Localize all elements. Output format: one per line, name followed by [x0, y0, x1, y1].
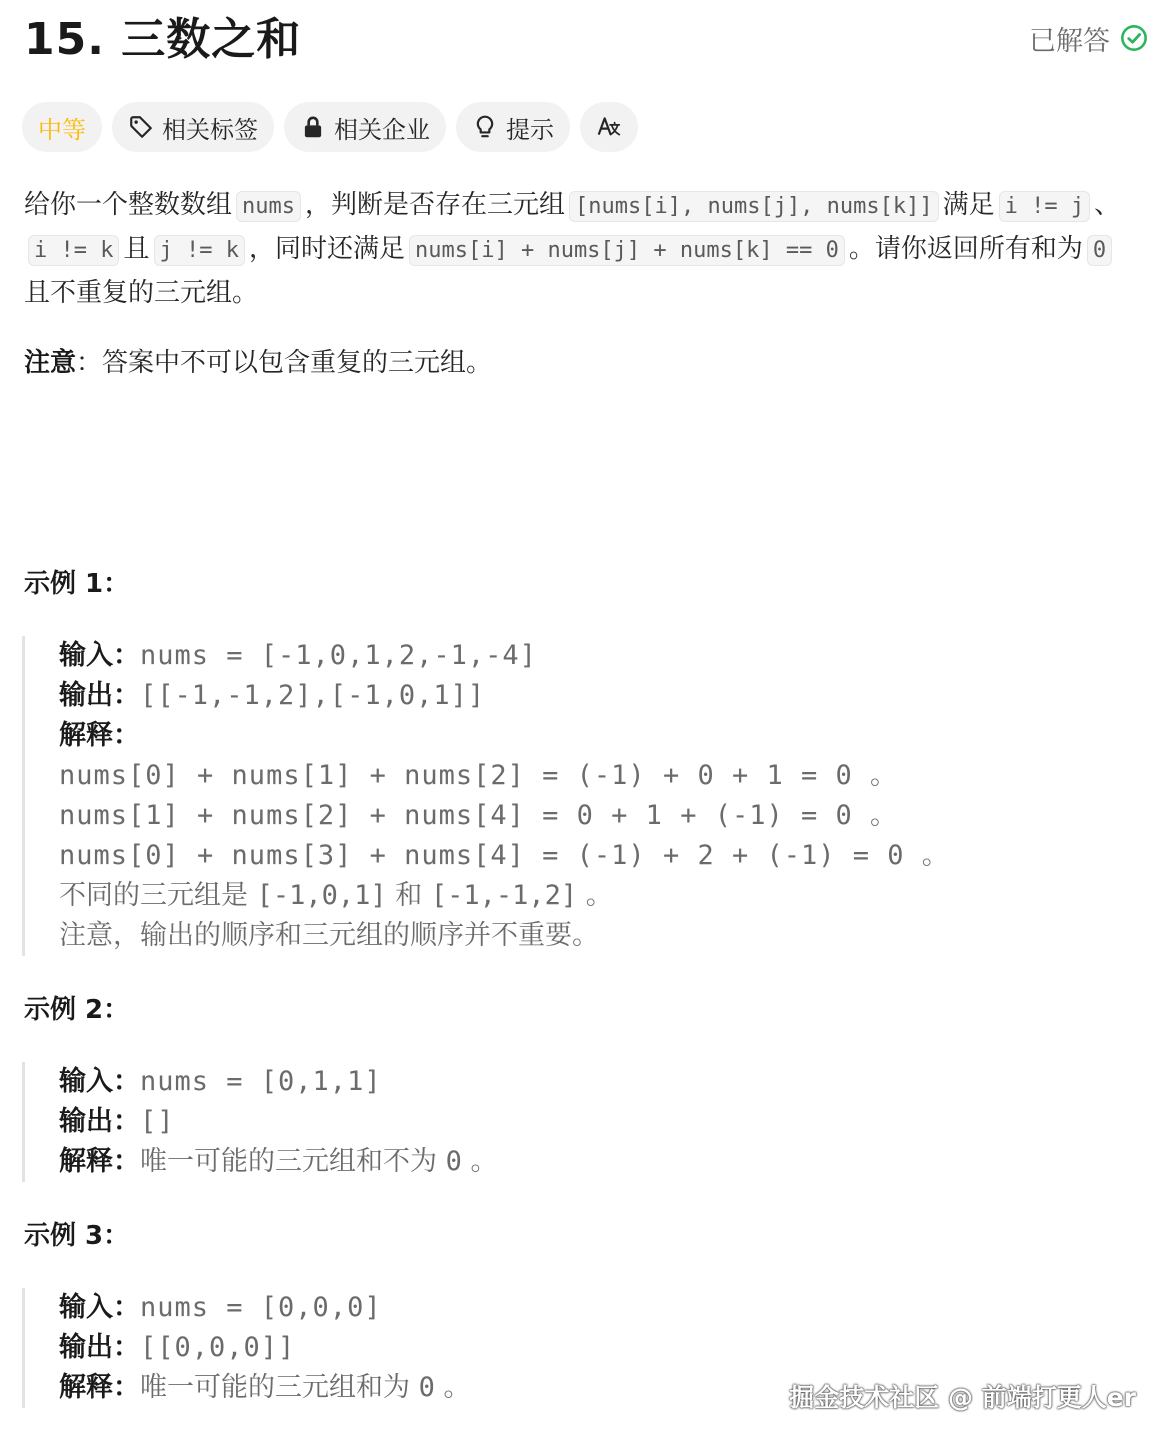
explain-text: 。	[434, 1372, 471, 1403]
explain-text: 唯一可能的三元组和不为	[140, 1146, 446, 1177]
solved-status	[1029, 20, 1148, 56]
example-1-title: 示例 1：	[24, 569, 130, 599]
lightbulb-icon	[472, 114, 498, 140]
difficulty-badge[interactable]	[22, 102, 102, 152]
solved-label: 已解答	[1029, 25, 1110, 57]
explain-code: 0	[445, 1146, 462, 1177]
related-tags-button[interactable]	[112, 102, 274, 152]
example-2-title: 示例 2：	[24, 995, 130, 1025]
input-label: 输入：	[59, 1066, 140, 1097]
distinct-text: 不同的三元组是	[59, 880, 257, 911]
distinct-code: [-1,-1,2]	[430, 880, 578, 911]
desc-text: 满足	[942, 190, 995, 220]
example-3-title: 示例 3：	[24, 1221, 130, 1251]
explain-code: 0	[418, 1372, 435, 1403]
input-value: nums = [-1,0,1,2,-1,-4]	[140, 640, 537, 671]
problem-description	[24, 184, 1134, 314]
output-label: 输出：	[59, 680, 140, 711]
inline-code: j != k	[154, 235, 245, 266]
order-note: 注意，输出的顺序和三元组的顺序并不重要。	[59, 920, 599, 951]
related-companies-button[interactable]	[284, 102, 446, 152]
desc-text: 给你一个整数数组	[24, 190, 233, 220]
inline-code: 0	[1087, 235, 1112, 266]
check-circle-icon	[1120, 24, 1148, 52]
note-text: ：答案中不可以包含重复的三元组。	[76, 348, 493, 378]
desc-text: 且不重复的三元组。	[24, 278, 259, 308]
desc-text: 、	[1094, 190, 1121, 220]
desc-text: ，同时还满足	[248, 234, 405, 264]
problem-tags-bar	[22, 102, 638, 152]
desc-text: 且	[123, 234, 150, 264]
difficulty-label: 中等	[38, 115, 86, 144]
inline-code: nums	[236, 191, 301, 222]
watermark: 掘金技术社区 @ 前端打更人er	[789, 1383, 1136, 1412]
hint-label: 提示	[506, 115, 554, 144]
distinct-code: [-1,0,1]	[256, 880, 387, 911]
inline-code: [nums[i], nums[j], nums[k]]	[569, 191, 939, 222]
explain-text: 唯一可能的三元组和为	[140, 1372, 419, 1403]
hint-button[interactable]	[456, 102, 570, 152]
translate-icon	[596, 114, 622, 140]
tag-icon	[128, 114, 154, 140]
inline-code: nums[i] + nums[j] + nums[k] == 0	[409, 235, 845, 266]
explain-text: 。	[461, 1146, 498, 1177]
explain-label: 解释：	[59, 1146, 140, 1177]
problem-note	[24, 342, 492, 384]
output-value: []	[140, 1106, 175, 1137]
problem-title: 15. 三数之和	[24, 14, 302, 65]
explain-line: nums[0] + nums[1] + nums[2] = (-1) + 0 + 1 = 0 。	[59, 760, 899, 791]
related-tags-label: 相关标签	[162, 115, 258, 144]
output-label: 输出：	[59, 1106, 140, 1137]
input-label: 输入：	[59, 1292, 140, 1323]
input-value: nums = [0,0,0]	[140, 1292, 382, 1323]
inline-code: i != k	[28, 235, 119, 266]
example-2-block	[22, 1062, 497, 1182]
input-label: 输入：	[59, 640, 140, 671]
distinct-text: 。	[577, 880, 613, 911]
desc-text: ，判断是否存在三元组	[305, 190, 566, 220]
lock-icon	[300, 114, 326, 140]
translate-button[interactable]	[580, 102, 638, 152]
output-value: [[-1,-1,2],[-1,0,1]]	[140, 680, 486, 711]
example-1-block	[22, 636, 950, 956]
inline-code: i != j	[999, 191, 1090, 222]
output-label: 输出：	[59, 1332, 140, 1363]
explain-line: nums[0] + nums[3] + nums[4] = (-1) + 2 + (-1) = 0 。	[59, 840, 950, 871]
output-value: [[0,0,0]]	[140, 1332, 296, 1363]
related-companies-label: 相关企业	[334, 115, 430, 144]
note-label: 注意	[24, 348, 77, 378]
explain-label: 解释：	[59, 1372, 140, 1403]
input-value: nums = [0,1,1]	[140, 1066, 382, 1097]
explain-line: nums[1] + nums[2] + nums[4] = 0 + 1 + (-1) = 0 。	[59, 800, 899, 831]
distinct-text: 和	[386, 880, 431, 911]
explain-label: 解释：	[59, 720, 140, 751]
desc-text: 。请你返回所有和为	[848, 234, 1083, 264]
example-3-block	[22, 1288, 470, 1408]
